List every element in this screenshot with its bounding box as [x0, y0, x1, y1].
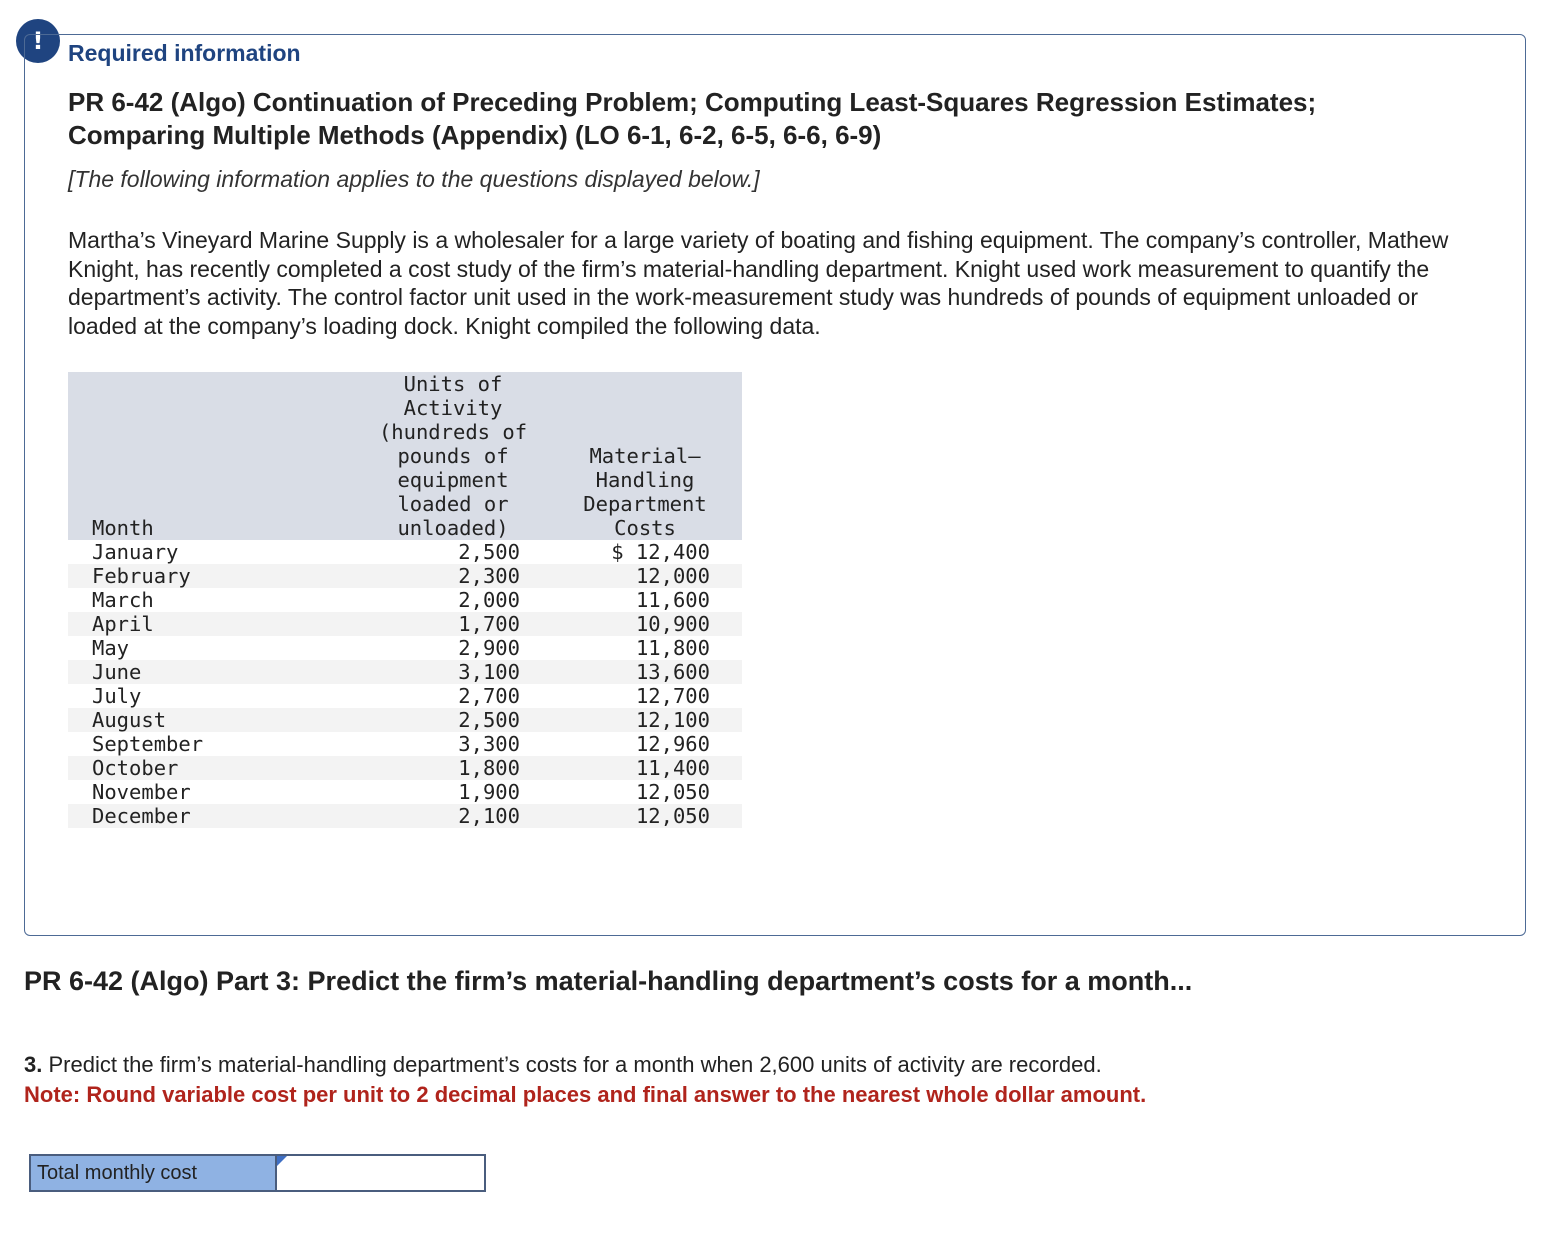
units-header-line: Activity — [403, 396, 503, 420]
table-row — [68, 564, 742, 588]
part-title: PR 6-42 (Algo) Part 3: Predict the firm’s material-handling department’s costs for a month... — [24, 966, 1193, 996]
answer-row — [29, 1154, 486, 1192]
cost-cell: 12,700 — [635, 684, 710, 708]
question-body: Predict the firm’s material-handling department’s costs for a month when 2,600 units of activity are recorded. — [42, 1052, 1102, 1077]
column-header-cost — [548, 372, 742, 540]
table-row — [68, 612, 742, 636]
cost-cell: 11,800 — [635, 636, 710, 660]
month-cell: March — [92, 588, 154, 612]
column-header-units — [358, 372, 548, 540]
table-row — [68, 588, 742, 612]
problem-title: PR 6-42 (Algo) Continuation of Preceding Problem; Computing Least-Squares Regression Estimates; Comparing Multiple Methods (Appendix) (LO 6-1, 6-2, 6-5, 6-6, 6-9) — [68, 87, 1317, 150]
month-cell: May — [92, 636, 130, 660]
month-cell: June — [68, 660, 358, 684]
month-cell: July — [92, 684, 142, 708]
month-cell: December — [68, 804, 358, 828]
table-row — [68, 540, 742, 564]
input-corner-marker-icon — [277, 1156, 287, 1166]
units-header-line: loaded or — [397, 492, 509, 516]
total-monthly-cost-label: Total monthly cost — [31, 1156, 277, 1190]
month-cell: April — [68, 612, 358, 636]
cost-header-line: Material– — [589, 444, 701, 468]
units-cell: 2,500 — [458, 540, 520, 564]
units-cell: 2,700 — [458, 684, 520, 708]
units-header-line: unloaded) — [397, 516, 509, 540]
month-cell: January — [92, 540, 179, 564]
column-header-month — [68, 372, 358, 540]
answer-input-wrapper — [277, 1156, 484, 1190]
alert-icon: ! — [16, 19, 60, 63]
table-row — [68, 780, 742, 804]
cost-header-line: Handling — [595, 468, 695, 492]
cost-header-line: Department — [583, 492, 707, 516]
cost-cell: $ 12,400 — [611, 540, 710, 564]
month-cell: November — [92, 780, 191, 804]
required-information-heading: Required information — [68, 40, 301, 66]
cost-cell: 12,100 — [548, 708, 742, 732]
units-header-line: Units of — [403, 372, 503, 396]
cost-cell: 10,900 — [548, 612, 742, 636]
units-cell: 2,900 — [458, 636, 520, 660]
units-cell: 3,300 — [458, 732, 520, 756]
cost-cell: 13,600 — [548, 660, 742, 684]
total-monthly-cost-input[interactable] — [277, 1156, 484, 1190]
units-header-line: pounds of — [397, 444, 509, 468]
units-cell: 2,300 — [358, 564, 548, 588]
units-cell: 2,100 — [358, 804, 548, 828]
column-header-month-label: Month — [92, 516, 154, 540]
question-text — [24, 1052, 1102, 1078]
table-row — [68, 756, 742, 780]
cost-cell: 12,050 — [548, 804, 742, 828]
units-header-line: equipment — [397, 468, 509, 492]
cost-cell: 12,000 — [548, 564, 742, 588]
question-number: 3. — [24, 1052, 43, 1077]
month-cell: February — [68, 564, 358, 588]
table-row — [68, 660, 742, 684]
cost-cell: 11,400 — [548, 756, 742, 780]
month-cell: August — [68, 708, 358, 732]
table-row — [68, 708, 742, 732]
units-cell: 1,700 — [358, 612, 548, 636]
table-header-row — [68, 372, 742, 540]
table-row — [68, 684, 742, 708]
units-cell: 3,100 — [358, 660, 548, 684]
table-row — [68, 636, 742, 660]
scenario-text: Martha’s Vineyard Marine Supply is a wholesaler for a large variety of boating and fishing equipment. The company’s controller, Mathew Knight, has recently completed a cost study of the firm’s material-handling department. Knight used work measurement to quantify the department’s activity. The control factor unit used in the work-measurement study was hundreds of pounds of equipment unloaded or loaded at the company’s loading dock. Knight compiled the following data. — [68, 227, 1449, 339]
cost-header-line: Costs — [614, 516, 676, 540]
table-row — [68, 732, 742, 756]
month-cell: October — [68, 756, 358, 780]
cost-cell: 11,600 — [635, 588, 710, 612]
cost-data-table — [68, 372, 742, 828]
units-header-line: (hundreds of — [378, 420, 528, 444]
units-cell: 2,500 — [358, 708, 548, 732]
applies-note: [The following information applies to the questions displayed below.] — [68, 166, 760, 192]
cost-cell: 12,960 — [635, 732, 710, 756]
month-cell: September — [92, 732, 204, 756]
rounding-note: Note: Round variable cost per unit to 2 decimal places and final answer to the nearest whole dollar amount. — [24, 1082, 1147, 1107]
units-cell: 2,000 — [458, 588, 520, 612]
table-row — [68, 804, 742, 828]
cost-cell: 12,050 — [635, 780, 710, 804]
units-cell: 1,900 — [458, 780, 520, 804]
units-cell: 1,800 — [358, 756, 548, 780]
